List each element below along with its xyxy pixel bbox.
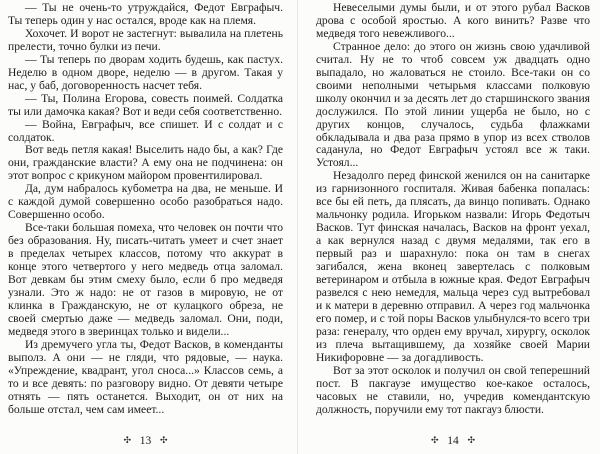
paragraph: Из дремучего угла ты, Федот Васков, в коменданты выполз. А они — не гляди, что рядовые, — наука. «Упреждение, квадрант, угол сноса...» Классов семь, а то и все девять: по разговору видно. От девяти четыре отнять — пять останется. Выходит, он от них на больше отстал, чем сам имеет... [8, 337, 283, 416]
paragraph: Хохочет. И ворот не застегнут: вывалила на плетень прелести, точно булки из печи. [8, 26, 283, 53]
page-left-text [8, 2, 283, 426]
paragraph: — Ты, Полина Егорова, совесть поимей. Солдатка ты или дамочка какая? Вот и веди себя соответственно. [8, 91, 283, 118]
footer-ornament-icon: ✣ [430, 436, 439, 446]
page-number: 13 [139, 435, 152, 447]
page-right [300, 0, 600, 454]
page-left-footer [8, 433, 283, 449]
paragraph: Вот ведь петля какая! Выселить надо бы, а как? Где они, гражданские власти? А ему она не подчинена: он этот вопрос с крикуном майором провентилировал. [8, 143, 283, 183]
paragraph: Незадолго перед финской женился он на санитарке из гарнизонного госпиталя. Живая бабенка попалась: все бы ей петь, да плясать, да винцо попивать. Однако мальчонку родила. Игорьком назвали: Игорь Федотыч Васков. Тут финская началась, Васков на фронт уехал, а как вернулся назад с двумя медалями, так его в первый раз и шарахнуло: пока он там в снегах загибался, жена вконец завертелась с полковым ветеринаром и отбыла в южные края. Федот Евграфыч развелся с нею немедля, мальца через суд вытребовал и к матери в деревню отправил. А через год мальчонка его помер, и с той поры Васков улыбнулся-то всего три раза: генералу, что орден ему вручал, хирургу, осколок из плеча вытащившему, да хозяйке своей Марии Никифоровне — за догадливость. [316, 169, 590, 364]
paragraph: Странное дело: до этого он жизнь свою удачливой считал. Ну не то чтоб совсем уж двадцать одно выпадало, но жаловаться не стоило. Все-таки он со своими неполными четырьмя классами полковую школу окончил и за десять лет до старшинского звания дослужился. По этой линии ущерба не было, но с других концов, случалось, судьба флажками обкладывала и два раза прямо в упор из всех стволов саданула, но Федот Евграфыч устоял все ж таки. Устоял... [316, 39, 590, 170]
page-gutter-divider [297, 0, 298, 454]
paragraph: — Ты не очень-то утруждайся, Федот Евграфыч. Ты теперь один у нас остался, вроде как на племя. [8, 2, 283, 27]
paragraph: Все-таки большая помеха, что человек он почти что без образования. Ну, писать-читать умеет и счет знает в пределах четырех классов, потому что аккурат в конце этого четвертого у него медведь отца заломал. Вот девкам бы этим смеху было, если б про медведя узнали. Это ж надо: не от газов в мировую, не от клинка в Гражданскую, не от кулацкого обреза, не своей смертью даже — медведь заломал. Они, поди, медведя этого в зверинцах только и видели... [8, 221, 283, 338]
footer-ornament-icon: ✣ [123, 436, 131, 446]
paragraph: — Ты теперь по дворам ходить будешь, как пастух. Неделю в одном дворе, неделю — в другом. Такая у нас, у баб, договоренность насчет тебя. [8, 52, 283, 92]
footer-ornament-icon: ✣ [467, 436, 476, 446]
page-right-text [316, 2, 590, 426]
page-number: 14 [447, 435, 459, 447]
page-right-footer [316, 433, 590, 449]
paragraph: Вот за этот осколок и получил он свой теперешний пост. В пакгаузе имущество кое-какое осталось, часовых не ставили, но, учредив комендантскую должность, поручили ему тот пакгауз блюсти. [316, 363, 590, 416]
paragraph: Да, дум набралось кубометра на два, не меньше. И с каждой думой совершенно особо разобраться надо. Совершенно особо. [8, 182, 283, 222]
paragraph: — Война, Евграфыч, все спишет. И с солдат и с солдаток. [8, 117, 283, 144]
footer-ornament-icon: ✣ [160, 436, 168, 446]
paragraph: Невеселыми думы были, и от этого рубал Васков дрова с особой яростью. А кого винить? Разве что медведя того невежливого... [316, 2, 590, 40]
